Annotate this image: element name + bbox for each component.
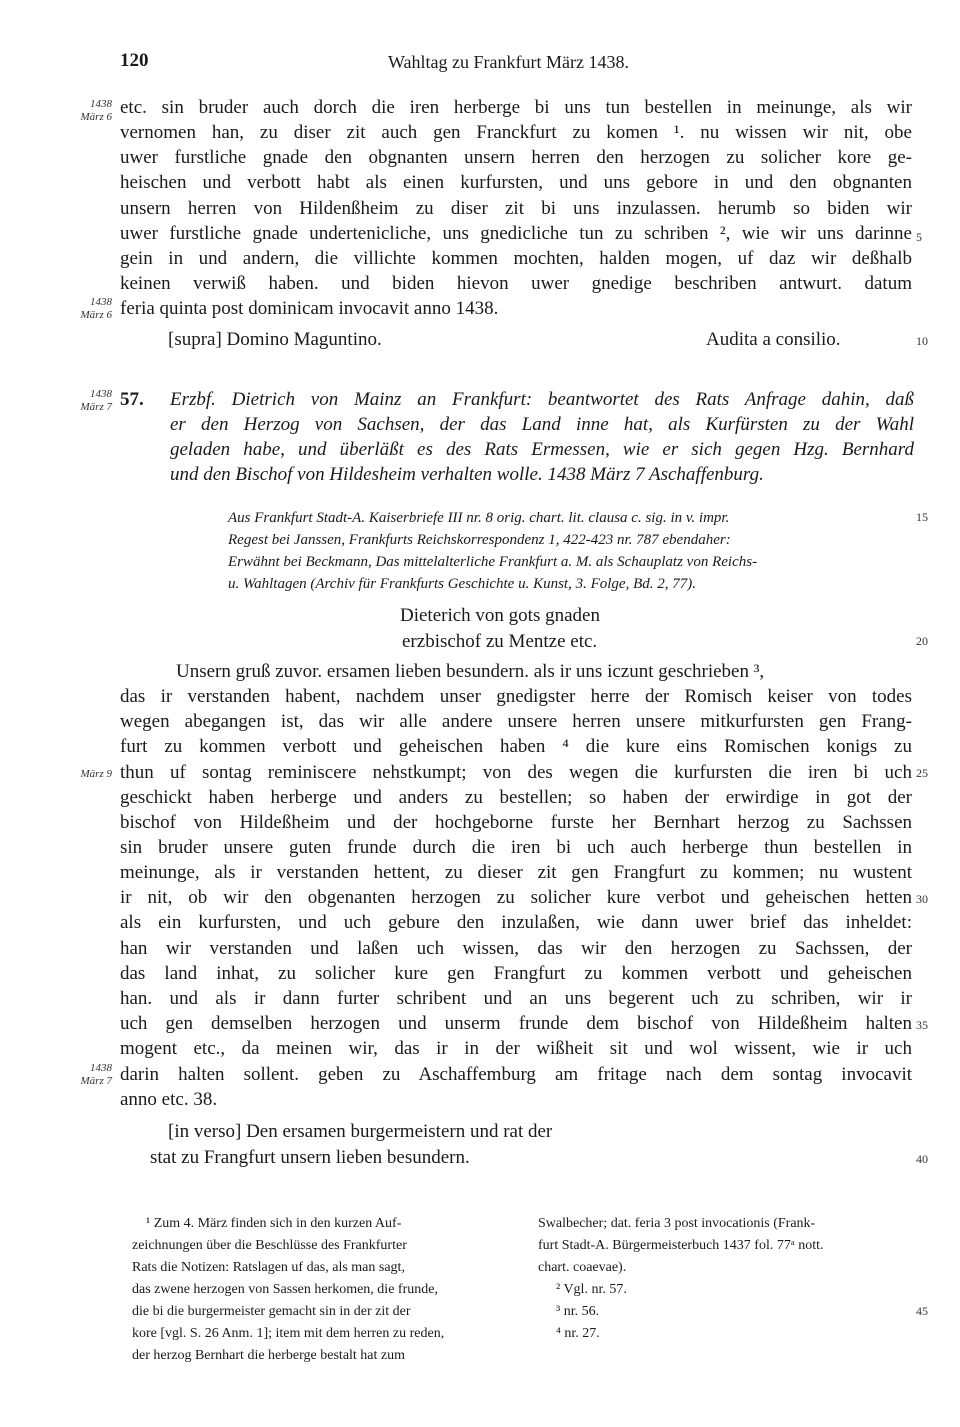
body-line: Unsern gruß zuvor. ersamen lieben besundern. als ir uns iczunt geschrieben ³, (176, 661, 765, 682)
footnote-line: das zwene herzogen von Sassen herkomen, die frunde, (132, 1282, 438, 1297)
source-line: Erwähnt bei Beckmann, Das mittelalterliche Frankfurt a. M. als Schauplatz von Reichs- (228, 554, 758, 570)
line-number: 10 (916, 334, 928, 348)
margin-date: 1438 März 7 (80, 388, 112, 413)
text-line: uwer furstliche gnade undertenicliche, uns gnedicliche tun zu schriben ², wie wir uns darinne (120, 223, 912, 244)
line-number: 25 (916, 766, 928, 780)
footnote-line: kore [vgl. S. 26 Anm. 1]; item mit dem herren zu reden, (132, 1326, 445, 1341)
regest-line: geladen habe, und überläßt es des Rats Ermessen, wie er sich gegen Hzg. Bernhard (170, 439, 914, 460)
margin-date: März 9 (80, 768, 112, 780)
regest-line: Erzbf. Dietrich von Mainz an Frankfurt: beantwortet des Rats Anfrage dahin, daß (170, 389, 914, 410)
line-number: 5 (916, 230, 922, 244)
body-line: ir nit, ob wir den obgenanten herzogen zu solicher kure verbot und geheischen hetten (120, 887, 912, 908)
footnote-line: zeichnungen über die Beschlüsse des Frankfurter (132, 1238, 407, 1253)
regest-line: er den Herzog von Sachsen, der das Land inne hat, als Kurfürsten zu der Wahl (170, 414, 914, 435)
verso-line: [in verso] Den ersamen burgermeistern und rat der (168, 1121, 553, 1142)
footnote-line: ¹ Zum 4. März finden sich in den kurzen Auf- (146, 1216, 402, 1231)
body-line: darin halten sollent. geben zu Aschaffemburg am fritage nach dem sontag invocavit (120, 1064, 912, 1085)
body-line: das ir verstanden habent, nachdem unser gnedigster herre der Romisch keiser von todes (120, 686, 912, 707)
salutation-line: Dieterich von gots gnaden (400, 605, 600, 626)
text-line: feria quinta post dominicam invocavit anno 1438. (120, 298, 499, 319)
footnote-line: ³ nr. 56. (556, 1304, 600, 1319)
body-line: han wir verstanden und laßen uch wissen, das wir den herzogen zu Sachssen, der (120, 938, 912, 959)
text-line: unsern herren von Hildenßheim zu diser zit bi uns inzulassen. herumb so biden wir (120, 198, 912, 219)
line-number: 45 (916, 1304, 928, 1318)
salutation-line: erzbischof zu Mentze etc. (402, 631, 598, 652)
body-line: das land inhat, zu solicher kure gen Frangfurt zu kommen verbott und geheischen (120, 963, 912, 984)
line-number: 15 (916, 510, 928, 524)
body-line: anno etc. 38. (120, 1089, 218, 1110)
council-note: Audita a consilio. (706, 329, 841, 350)
margin-date: 1438 März 7 (80, 1062, 112, 1087)
source-line: Aus Frankfurt Stadt-A. Kaiserbriefe III nr. 8 orig. chart. lit. clausa c. sig. in v. impr. (228, 510, 730, 526)
body-line: thun uf sontag reminiscere nehstkumpt; von des wegen die kurfursten die iren bi uch (120, 762, 912, 783)
body-line: han. und als ir dann furter schribent und an uns begerent uch zu schriben, wir ir (120, 988, 912, 1009)
running-title: Wahltag zu Frankfurt März 1438. (388, 52, 629, 72)
text-line: heischen und verbott habt als einen kurfursten, und uns gebore in und den obgnanten (120, 172, 912, 193)
line-number: 20 (916, 634, 928, 648)
body-line: geschickt haben herberge und anders zu bestellen; so haben der erwirdige in got der (120, 787, 912, 808)
body-line: uch gen demselben herzogen und unserm frunde dem bischof von Hildeßheim halten (120, 1013, 912, 1034)
body-line: mogent etc., da meinen wir, das ir in der wißheit sit und wol wissent, wie ir uch (120, 1038, 912, 1059)
page-number: 120 (120, 50, 149, 71)
body-line: meinunge, als ir verstanden hettent, zu dieser zit gen Frangfurt zu kommen; nu wustent (120, 862, 912, 883)
verso-line: stat zu Frangfurt unsern lieben besundern. (150, 1147, 470, 1168)
source-line: u. Wahltagen (Archiv für Frankfurts Geschichte u. Kunst, 3. Folge, Bd. 2, 77). (228, 576, 696, 592)
text-line: gein in und andern, die villichte kommen mochten, halden mogen, uf daz wir deßhalb (120, 248, 912, 269)
body-line: als ein kurfursten, und uch gebure den inzulaßen, wie dann uwer brief das inheldet: (120, 912, 912, 933)
document-number: 57. (120, 389, 144, 410)
line-number: 30 (916, 892, 928, 906)
footnote-line: die bi die burgermeister gemacht sin in der zit der (132, 1304, 411, 1319)
footnote-line: Rats die Notizen: Ratslagen uf das, als man sagt, (132, 1260, 405, 1275)
regest-line: und den Bischof von Hildesheim verhalten wolle. 1438 März 7 Aschaffenburg. (170, 464, 764, 485)
footnote-line: Swalbecher; dat. feria 3 post invocationis (Frank- (538, 1216, 816, 1231)
footnote-line: ² Vgl. nr. 57. (556, 1282, 627, 1297)
address-line: [supra] Domino Maguntino. (168, 329, 382, 350)
margin-date: 1438 März 6 (80, 296, 112, 321)
footnote-line: ⁴ nr. 27. (556, 1326, 600, 1341)
footnote-line: der herzog Bernhart die herberge bestalt hat zum (132, 1348, 406, 1363)
line-number: 35 (916, 1018, 928, 1032)
text-line: etc. sin bruder auch dorch die iren herberge bi uns tun bestellen in meinunge, als wir (120, 97, 912, 118)
text-line: vernomen han, zu diser zit auch gen Franckfurt zu komen ¹. nu wissen wir nit, obe (120, 122, 912, 143)
source-line: Regest bei Janssen, Frankfurts Reichskorrespondenz 1, 422-423 nr. 787 ebendaher: (228, 532, 731, 548)
footnote-line: chart. coaevae). (538, 1260, 627, 1275)
line-number: 40 (916, 1152, 928, 1166)
body-line: wegen abegangen ist, das wir alle andere unsere herren unsere mitkurfursten gen Frang- (120, 711, 912, 732)
footnote-line: furt Stadt-A. Bürgermeisterbuch 1437 fol. 77ᵃ nott. (538, 1238, 824, 1253)
text-line: uwer furstliche gnade den obgnanten unsern herren den herzogen zu solicher kore ge- (120, 147, 912, 168)
body-line: sin bruder unsere guten frunde durch die iren bi uch auch herberge thun bestellen in (120, 837, 912, 858)
body-line: furt zu kommen verbott und geheischen haben ⁴ die kure eins Romischen konigs zu (120, 736, 912, 757)
margin-date: 1438 März 6 (80, 98, 112, 123)
text-line: keinen verwiß haben. und biden hievon uwer gnedige beschriben antwurt. datum (120, 273, 912, 294)
body-line: bischof von Hildeßheim und der hochgeborne furste her Bernhart herzog zu Sachssen (120, 812, 912, 833)
